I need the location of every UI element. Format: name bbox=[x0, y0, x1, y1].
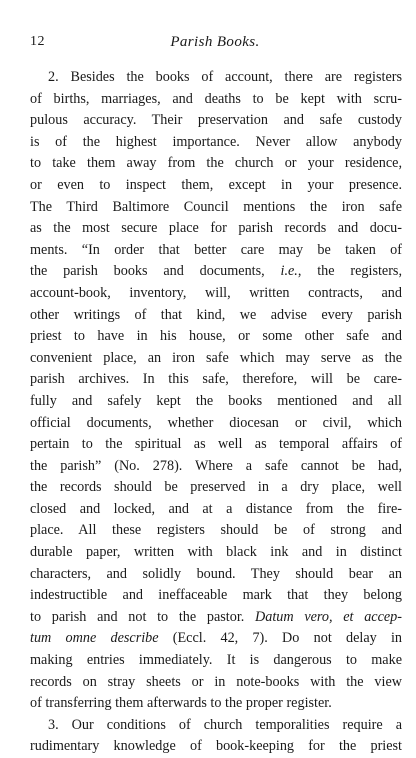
text-run: official documents, whether diocesan or civil, which bbox=[30, 414, 402, 431]
page-number: 12 bbox=[30, 34, 45, 49]
text-run: of births, marriages, and deaths to be kept with scru- bbox=[30, 90, 402, 107]
text-run: making entries immediately. It is dangerous to make bbox=[30, 652, 402, 669]
text-run: convenient place, an iron safe which may serve as the bbox=[30, 349, 402, 366]
text-line bbox=[30, 736, 402, 758]
text-run: as the most secure place for parish records and docu- bbox=[30, 220, 402, 237]
text-run: durable paper, written with black ink and in distinct bbox=[30, 544, 402, 561]
text-line bbox=[30, 218, 402, 240]
text-run: to parish and not to the pastor. bbox=[30, 608, 256, 625]
text-run: pertain to the spiritual as well as temporal affairs of bbox=[30, 436, 402, 453]
italic-text: i.e. bbox=[280, 263, 298, 280]
text-run: account-book, inventory, will, written contracts, and bbox=[30, 284, 402, 301]
text-run: is of the highest importance. Never allow anybody bbox=[30, 133, 402, 150]
text-line bbox=[30, 542, 402, 564]
text-run: , the registers, bbox=[297, 263, 402, 280]
text-line bbox=[30, 585, 402, 607]
body-text bbox=[30, 67, 402, 758]
text-run: closed and locked, and at a distance from the fire- bbox=[30, 500, 402, 517]
text-run: place. All these registers should be of strong and bbox=[30, 522, 402, 539]
text-line bbox=[30, 672, 402, 694]
text-run: 2. Besides the books of account, there are registers bbox=[48, 69, 402, 85]
text-run: pulous accuracy. Their preservation and safe custody bbox=[30, 112, 402, 129]
text-line bbox=[30, 369, 402, 391]
text-line bbox=[30, 153, 402, 175]
text-line bbox=[30, 391, 402, 413]
text-line bbox=[30, 175, 402, 197]
text-run: (Eccl. 42, 7). Do not delay in bbox=[158, 630, 402, 647]
page-header bbox=[30, 34, 400, 54]
text-line bbox=[30, 326, 402, 348]
text-run: the parish” (No. 278). Where a safe cannot be had, bbox=[30, 457, 402, 474]
text-run: of transferring them afterwards to the proper register. bbox=[30, 695, 332, 712]
text-line bbox=[30, 261, 402, 283]
text-line bbox=[30, 607, 402, 629]
text-run: The Third Baltimore Council mentions the iron safe bbox=[30, 198, 402, 215]
text-line bbox=[30, 67, 402, 89]
text-run: rudimentary knowledge of book-keeping for the priest bbox=[30, 738, 402, 755]
text-run: 3. Our conditions of church temporalities require a bbox=[48, 716, 402, 733]
text-line bbox=[30, 477, 402, 499]
text-run: other writings of that kind, we advise every parish bbox=[30, 306, 402, 323]
text-run: the parish books and documents, bbox=[30, 263, 281, 280]
text-line bbox=[30, 434, 402, 456]
text-line bbox=[30, 283, 402, 305]
text-run: parish archives. In this safe, therefore, will be care- bbox=[30, 371, 402, 388]
text-run: or even to inspect them, except in your presence. bbox=[30, 176, 402, 193]
text-line bbox=[30, 305, 402, 327]
text-line bbox=[30, 564, 402, 586]
text-run: fully and safely kept the books mentioned and all bbox=[30, 392, 402, 409]
text-line bbox=[30, 240, 402, 262]
text-line bbox=[30, 650, 402, 672]
text-line bbox=[30, 499, 402, 521]
text-run: to take them away from the church or your residence, bbox=[30, 155, 402, 172]
text-run: records on stray sheets or in note-books with the view bbox=[30, 673, 402, 690]
text-line bbox=[30, 132, 402, 154]
text-run: characters, and solidly bound. They should bear an bbox=[30, 565, 402, 582]
text-run: indestructible and ineffaceable mark that they belong bbox=[30, 587, 402, 604]
text-line bbox=[30, 456, 402, 478]
italic-text: Datum vero, et accep- bbox=[255, 608, 402, 625]
text-line bbox=[30, 715, 402, 737]
running-head: Parish Books. bbox=[170, 34, 260, 50]
text-line bbox=[30, 110, 402, 132]
text-line bbox=[30, 628, 402, 650]
text-line bbox=[30, 89, 402, 111]
text-run: the records should be preserved in a dry place, well bbox=[30, 479, 402, 496]
text-line bbox=[30, 348, 402, 370]
text-run: priest to have in his house, or some other safe and bbox=[30, 328, 402, 345]
text-line bbox=[30, 520, 402, 542]
italic-text: tum omne describe bbox=[30, 630, 159, 647]
text-line bbox=[30, 693, 402, 715]
text-run: ments. “In order that better care may be taken of bbox=[30, 241, 402, 258]
text-line bbox=[30, 413, 402, 435]
text-line bbox=[30, 197, 402, 219]
